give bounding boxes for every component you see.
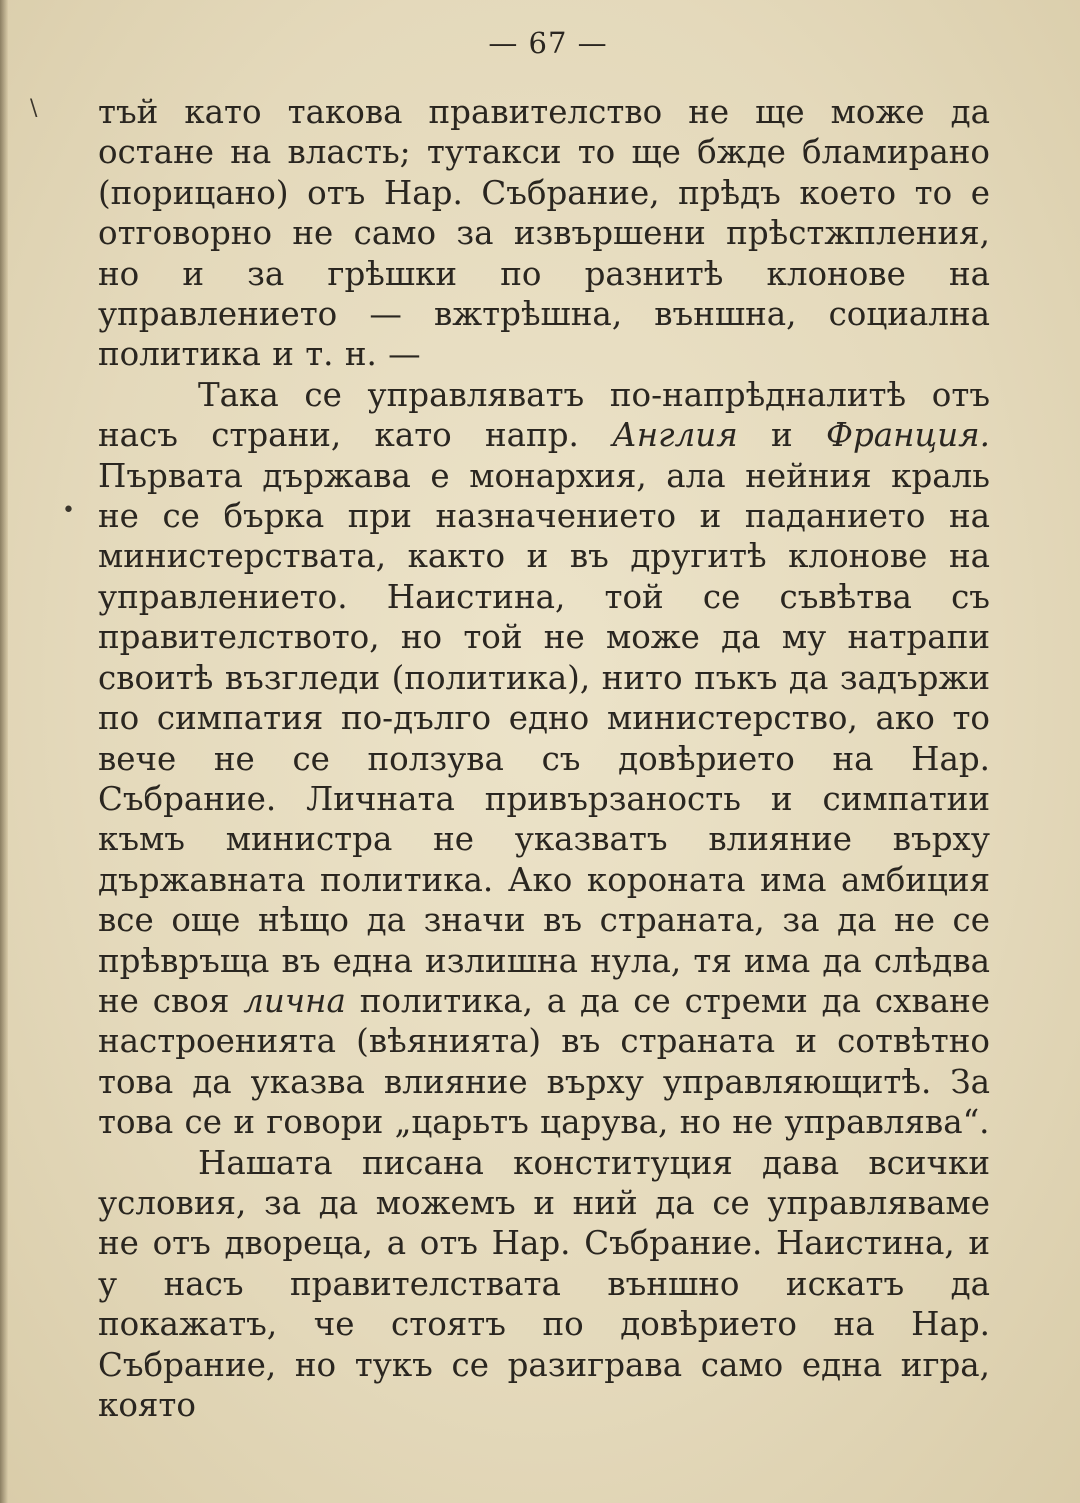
paragraph-text: Първата държава е монархия, ала нейния краль не се бърка при назначението и паданието на министерствата, както и въ другитѣ клонове на управлението. Наистина, той се съвѣтва съ правителството, но той не може да му натрапи своитѣ възгледи (политика), нито пъкъ да задържи по симпатия по-дълго едно министерство, ако то вече не се ползува съ довѣрието на Нар. Събрание. Личната привързаность и симпатии къмъ министра не указватъ влияние върху държавната политика. Ако короната има амбиция все още нѣщо да значи въ страната, за да не се прѣвръща въ една излишна нула, тя има да слѣдва не своя xyxy=(98,456,990,1020)
paragraph-text: политика, а да се стреми да схване настроенията (вѣянията) въ страната и сотвѣтно това да указва влияние върху управляющитѣ. За това се и говори „царьтъ царува, но не управлява“. xyxy=(98,981,991,1142)
italic-term-england: Англия xyxy=(612,416,738,455)
paragraph xyxy=(98,1143,990,1426)
paragraph-text: тъй като такова правителство не ще може да остане на власть; тутакси то ще бжде бламирано (порицано) отъ Нар. Събрание, прѣдъ което то е отговорно не само за извършени прѣстжпления, но и за грѣшки по разнитѣ клонове на управлението — вжтрѣшна, външна, социална политика и т. н. — xyxy=(98,93,990,374)
paragraph-text: Така се управляватъ по-напрѣдналитѣ отъ насъ страни, като напр. xyxy=(98,375,990,455)
page-left-edge xyxy=(0,0,8,1503)
paragraph-text: Нашата писана конституция дава всички условия, за да можемъ и ний да се управляваме не отъ двореца, а отъ Нар. Събрание. Наистина, и у насъ правителствата външно искатъ да покажатъ, че стоятъ по довѣрието на Нар. Събрание, но тукъ се разиграва само една игра, която xyxy=(98,1143,990,1424)
page-number: — 67 — xyxy=(488,26,608,60)
body-text xyxy=(98,92,990,1425)
italic-term-france: Франция. xyxy=(825,416,990,455)
margin-pencil-mark: \ xyxy=(30,96,38,121)
paragraph xyxy=(98,375,990,1143)
margin-pencil-mark: • xyxy=(62,498,75,523)
paragraph-text: и xyxy=(737,416,826,455)
paragraph xyxy=(98,92,990,375)
italic-term-personal: лична xyxy=(243,981,346,1020)
